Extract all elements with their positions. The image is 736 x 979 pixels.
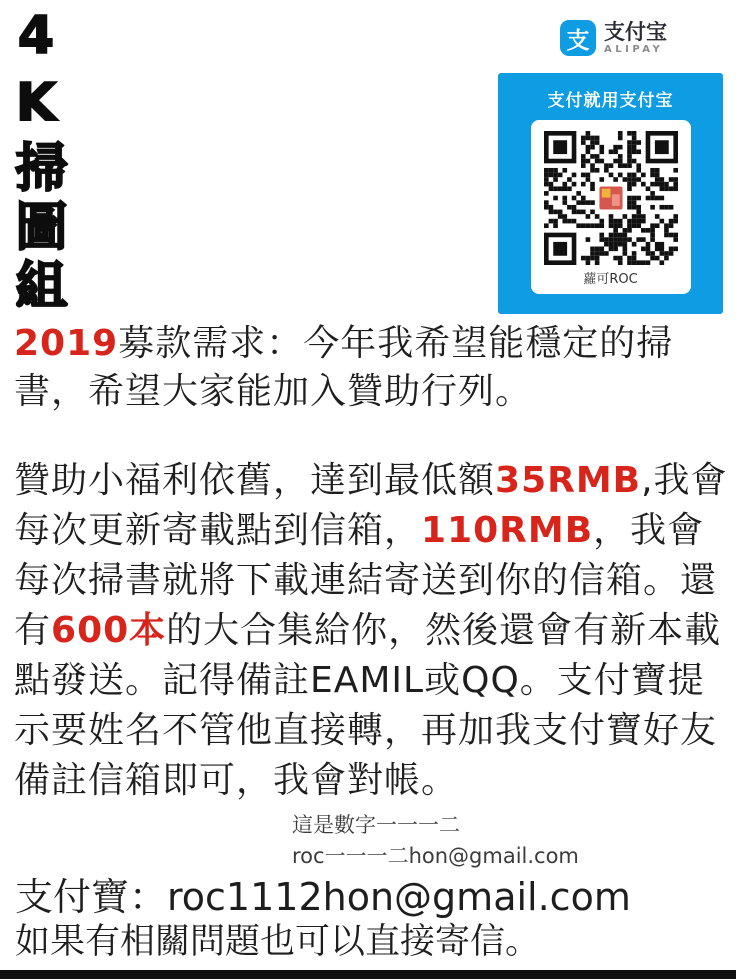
body-text: ,我會每次更新寄載點到信箱，: [14, 460, 728, 551]
paragraph-funding-request: [14, 320, 726, 416]
alipay-brand-text: [604, 21, 667, 55]
body-text: ，我會每次掃書就將下載連結寄送到你的信箱。還有: [14, 510, 718, 651]
note-line-email-spelled: roc一一一二hon@gmail.com: [292, 844, 579, 868]
paragraph-benefits: [14, 456, 728, 806]
body-text: 募款需求：今年我希望能穩定的掃書，希望大家能加入贊助行列。: [14, 323, 674, 412]
alipay-qr-card: [498, 73, 723, 314]
contact-note-line: 如果有相關問題也可以直接寄信。: [15, 922, 541, 962]
qr-code: [544, 131, 678, 265]
email-digits-note: [292, 810, 579, 872]
highlight-amount: 110RMB: [421, 510, 594, 551]
qr-account-name: 蘿可ROC: [583, 272, 638, 287]
qr-card-headline: 支付就用支付宝: [547, 91, 674, 111]
body-text: 贊助小福利依舊，達到最低額: [14, 460, 496, 501]
highlight-amount: 2019: [14, 323, 119, 364]
qr-panel: [531, 120, 691, 294]
note-line-digits: 這是數字一一一二: [292, 813, 460, 837]
alipay-brand: [560, 20, 667, 56]
group-vertical-title: 4K掃圖組: [6, 6, 66, 317]
highlight-amount: 600本: [51, 610, 167, 651]
highlight-amount: 35RMB: [495, 460, 642, 501]
alipay-brand-name: 支付宝: [604, 19, 667, 44]
scan-edge-bar: [0, 970, 736, 979]
body-text: 的大合集給你，然後還會有新本載點發送。記得備註EAMIL或QQ。支付寶提示要姓名不管他直接轉，再加我支付寶好友備註信箱即可，我會對帳。: [14, 610, 722, 801]
alipay-account-line: 支付寶：roc1112hon@gmail.com: [15, 875, 631, 919]
alipay-brand-latin: ALIPAY: [604, 44, 664, 56]
alipay-logo-icon: 支: [560, 20, 596, 56]
